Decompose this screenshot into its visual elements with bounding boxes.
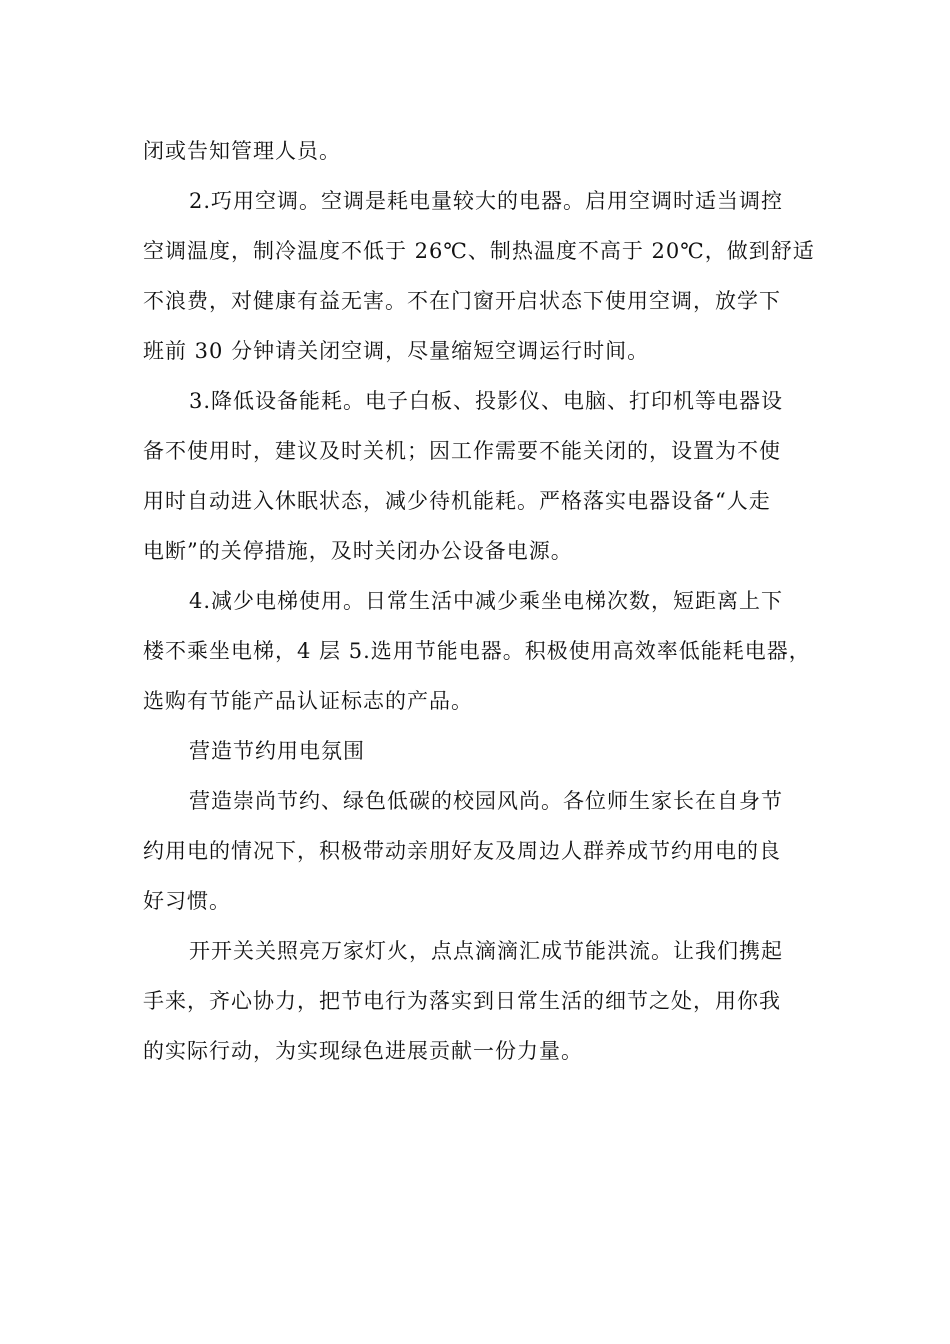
text-line: 闭或告知管理人员。 [143, 139, 341, 163]
text-line: 备不使用时，建议及时关机；因工作需要不能关闭的，设置为不使 [143, 439, 781, 463]
text-line: 的实际行动，为实现绿色进展贡献一份力量。 [143, 1039, 583, 1063]
paragraph-atmosphere-start: 营造崇尚节约、绿色低碳的校园风尚。各位师生家长在自身节 [189, 789, 783, 813]
text-line: 电断”的关停措施，及时关闭办公设备电源。 [143, 539, 573, 563]
text-line: 不浪费，对健康有益无害。不在门窗开启状态下使用空调，放学下 [143, 289, 781, 313]
text-line: 班前 30 分钟请关闭空调，尽量缩短空调运行时间。 [143, 339, 650, 363]
paragraph-elevator-start: 4.减少电梯使用。日常生活中减少乘坐电梯次数，短距离上下 [189, 589, 784, 613]
text-line: 约用电的情况下，积极带动亲朋好友及周边人群养成节约用电的良 [143, 839, 781, 863]
text-line: 楼不乘坐电梯，4 层 5.选用节能电器。积极使用高效率低能耗电器， [143, 639, 811, 663]
paragraph-closing-start: 开开关关照亮万家灯火，点点滴滴汇成节能洪流。让我们携起 [189, 939, 783, 963]
document-body [143, 126, 823, 1076]
text-line: 选购有节能产品认证标志的产品。 [143, 689, 473, 713]
text-line: 用时自动进入休眠状态，减少待机能耗。严格落实电器设备“人走 [143, 489, 771, 513]
section-heading: 营造节约用电氛围 [189, 739, 365, 763]
paragraph-ac-start: 2.巧用空调。空调是耗电量较大的电器。启用空调时适当调控 [189, 189, 784, 213]
text-line: 好习惯。 [143, 889, 231, 913]
text-line: 手来，齐心协力，把节电行为落实到日常生活的细节之处，用你我 [143, 989, 781, 1013]
paragraph-device-energy-start: 3.降低设备能耗。电子白板、投影仪、电脑、打印机等电器设 [189, 389, 784, 413]
text-line: 空调温度，制冷温度不低于 26℃、制热温度不高于 20℃，做到舒适 [143, 239, 815, 263]
